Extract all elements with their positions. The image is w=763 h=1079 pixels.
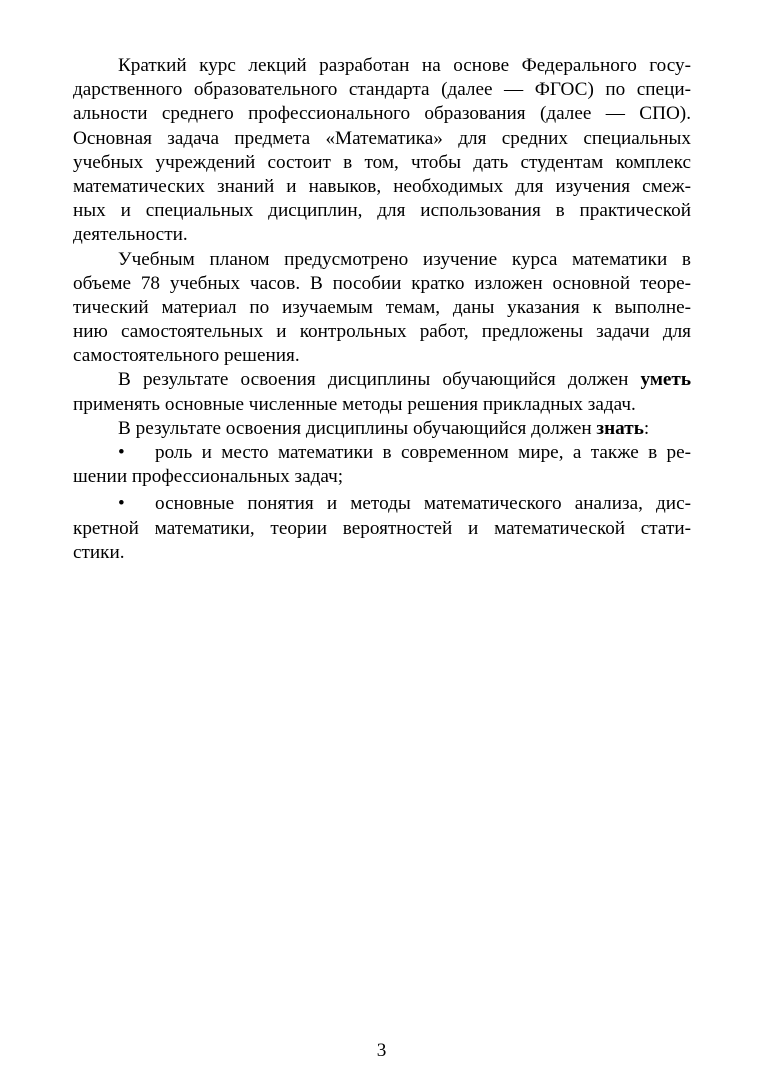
text-line: объеме 78 учебных часов. В пособии кратко изложен основной теоре- <box>73 272 691 294</box>
paragraph-knowledge <box>73 417 691 441</box>
list-item <box>73 441 691 489</box>
bold-term-skills: уметь <box>640 369 691 391</box>
text-fragment: В результате освоения дисциплины обучающийся должен <box>118 417 597 439</box>
paragraph-skills <box>73 368 691 416</box>
text-line: применять основные численные методы решения прикладных задач. <box>73 393 636 415</box>
page-number: 3 <box>376 1040 387 1061</box>
text-line: шении профессиональных задач; <box>73 466 344 488</box>
bullet-icon: • <box>118 493 125 515</box>
bullet-text: основные понятия и методы математического анализа, дис- <box>155 493 691 515</box>
text-line: самостоятельного решения. <box>73 345 300 367</box>
text-fragment: : <box>643 417 650 439</box>
text-line: нию самостоятельных и контрольных работ, предложены задачи для <box>73 321 691 343</box>
bullet-icon: • <box>118 442 125 463</box>
text-line <box>73 441 691 465</box>
text-line: деятельности. <box>73 224 188 246</box>
text-line: Основная задача предмета «Математика» для средних специальных <box>73 127 691 149</box>
text-line: Краткий курс лекций разработан на основе Федерального госу- <box>118 55 691 76</box>
text-line: тический материал по изучаемым темам, даны указания к выполне- <box>73 296 691 318</box>
document-body <box>73 54 691 565</box>
bold-term-knowledge: знать <box>596 417 644 439</box>
text-line <box>73 368 691 392</box>
paragraph-course-intro <box>73 54 691 248</box>
text-line: альности среднего профессионального образования (далее — СПО). <box>73 103 691 125</box>
text-line <box>73 492 691 516</box>
bullet-list <box>73 441 691 565</box>
list-item <box>73 492 691 565</box>
text-line: стики. <box>73 541 125 563</box>
text-line: дарственного образовательного стандарта (далее — ФГОС) по специ- <box>73 79 691 101</box>
text-line: кретной математики, теории вероятностей и математической стати- <box>73 517 691 539</box>
paragraph-study-plan <box>73 248 691 369</box>
bullet-text: роль и место математики в современном мире, а также в ре- <box>155 442 691 463</box>
text-fragment: В результате освоения дисциплины обучающийся должен <box>118 369 641 391</box>
text-line: Учебным планом предусмотрено изучение курса математики в <box>118 248 691 270</box>
text-line: учебных учреждений состоит в том, чтобы дать студентам комплекс <box>73 151 691 173</box>
text-line: математических знаний и навыков, необходимых для изучения смеж- <box>73 175 691 197</box>
text-line: ных и специальных дисциплин, для использования в практической <box>73 200 691 222</box>
text-line <box>73 417 691 441</box>
